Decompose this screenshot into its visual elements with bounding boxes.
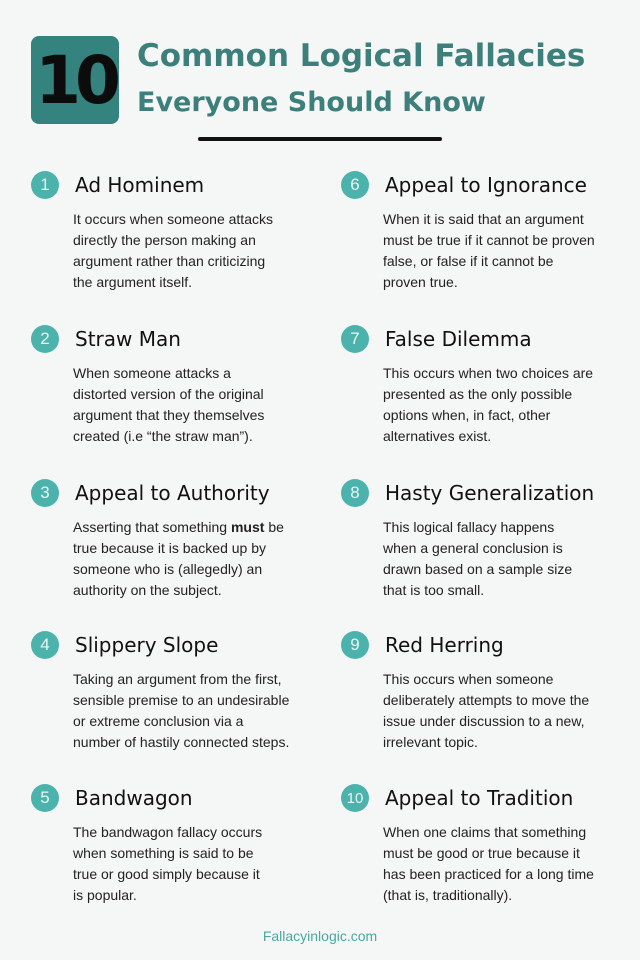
description-line: created (i.e “the straw man”). bbox=[73, 428, 253, 444]
description-line: sensible premise to an undesirable bbox=[73, 692, 290, 708]
description-line: This occurs when someone bbox=[383, 671, 554, 687]
number-circle: 9 bbox=[341, 631, 369, 659]
fallacy-description bbox=[73, 669, 289, 753]
description-line: is popular. bbox=[73, 887, 137, 903]
description-line: when a general conclusion is bbox=[383, 540, 563, 556]
description-line: has been practiced for a long time bbox=[383, 866, 594, 882]
description-line: Taking an argument from the first, bbox=[73, 671, 282, 687]
description-line: options when, in fact, other bbox=[383, 407, 551, 423]
fallacy-description bbox=[73, 363, 264, 447]
text: Asserting that something bbox=[73, 519, 231, 535]
description-line: The bandwagon fallacy occurs bbox=[73, 824, 263, 840]
number-circle: 8 bbox=[341, 479, 369, 507]
number-circle: 3 bbox=[31, 479, 59, 507]
page-title: Common Logical Fallacies bbox=[137, 38, 586, 74]
fallacy-description bbox=[383, 517, 572, 601]
description-line: It occurs when someone attacks bbox=[73, 211, 273, 227]
divider bbox=[198, 137, 442, 141]
fallacy-description bbox=[73, 517, 284, 601]
number-badge: 10 bbox=[31, 36, 119, 124]
description-line bbox=[73, 517, 284, 538]
description-line: distorted version of the original bbox=[73, 386, 264, 402]
description-line: (that is, traditionally). bbox=[383, 887, 513, 903]
description-line: presented as the only possible bbox=[383, 386, 573, 402]
footer-link[interactable]: Fallacyinlogic.com bbox=[262, 928, 378, 944]
description-line: must be true if it cannot be proven bbox=[383, 232, 595, 248]
fallacy-description bbox=[73, 822, 262, 906]
emphasis: must bbox=[230, 519, 265, 535]
description-line: issue under discussion to a new, bbox=[383, 713, 585, 729]
description-line: irrelevant topic. bbox=[383, 734, 478, 750]
fallacy-title: Bandwagon bbox=[75, 786, 193, 810]
description-line: argument that they themselves bbox=[73, 407, 265, 423]
description-line: proven true. bbox=[383, 274, 458, 290]
description-line: when something is said to be bbox=[73, 845, 254, 861]
description-line: false, or false if it cannot be bbox=[383, 253, 554, 269]
fallacy-title: Slippery Slope bbox=[75, 633, 219, 657]
description-line: must be good or true because it bbox=[383, 845, 580, 861]
description-line: true because it is backed up by bbox=[73, 540, 267, 556]
description-line: true or good simply because it bbox=[73, 866, 260, 882]
fallacy-title: Appeal to Ignorance bbox=[385, 173, 587, 197]
description-line: authority on the subject. bbox=[73, 582, 222, 598]
fallacy-description bbox=[383, 363, 593, 447]
description-line: someone who is (allegedly) an bbox=[73, 561, 263, 577]
fallacy-title: Ad Hominem bbox=[75, 173, 205, 197]
fallacy-title: Hasty Generalization bbox=[385, 481, 595, 505]
fallacy-title: False Dilemma bbox=[385, 327, 532, 351]
description-line: directly the person making an bbox=[73, 232, 256, 248]
fallacy-title: Appeal to Authority bbox=[75, 481, 270, 505]
description-line: This occurs when two choices are bbox=[383, 365, 594, 381]
number-circle: 2 bbox=[31, 325, 59, 353]
description-line: argument rather than criticizing bbox=[73, 253, 266, 269]
fallacy-description bbox=[383, 669, 589, 753]
fallacy-title: Appeal to Tradition bbox=[385, 786, 574, 810]
description-line: This logical fallacy happens bbox=[383, 519, 555, 535]
description-line: that is too small. bbox=[383, 582, 485, 598]
page-subtitle: Everyone Should Know bbox=[137, 87, 486, 118]
description-line: When one claims that something bbox=[383, 824, 587, 840]
description-line: When someone attacks a bbox=[73, 365, 231, 381]
description-line: alternatives exist. bbox=[383, 428, 492, 444]
description-line: deliberately attempts to move the bbox=[383, 692, 590, 708]
fallacy-title: Straw Man bbox=[75, 327, 181, 351]
description-line: drawn based on a sample size bbox=[383, 561, 573, 577]
description-line: or extreme conclusion via a bbox=[73, 713, 244, 729]
number-circle: 5 bbox=[31, 784, 59, 812]
fallacy-description bbox=[383, 209, 595, 293]
number-circle: 7 bbox=[341, 325, 369, 353]
fallacy-description bbox=[73, 209, 273, 293]
number-circle: 1 bbox=[31, 171, 59, 199]
number-circle: 4 bbox=[31, 631, 59, 659]
number-circle: 10 bbox=[341, 784, 369, 812]
number-circle: 6 bbox=[341, 171, 369, 199]
description-line: number of hastily connected steps. bbox=[73, 734, 290, 750]
description-line: the argument itself. bbox=[73, 274, 193, 290]
fallacy-description bbox=[383, 822, 594, 906]
text: be bbox=[264, 519, 284, 535]
fallacy-title: Red Herring bbox=[385, 633, 504, 657]
description-line: When it is said that an argument bbox=[383, 211, 584, 227]
